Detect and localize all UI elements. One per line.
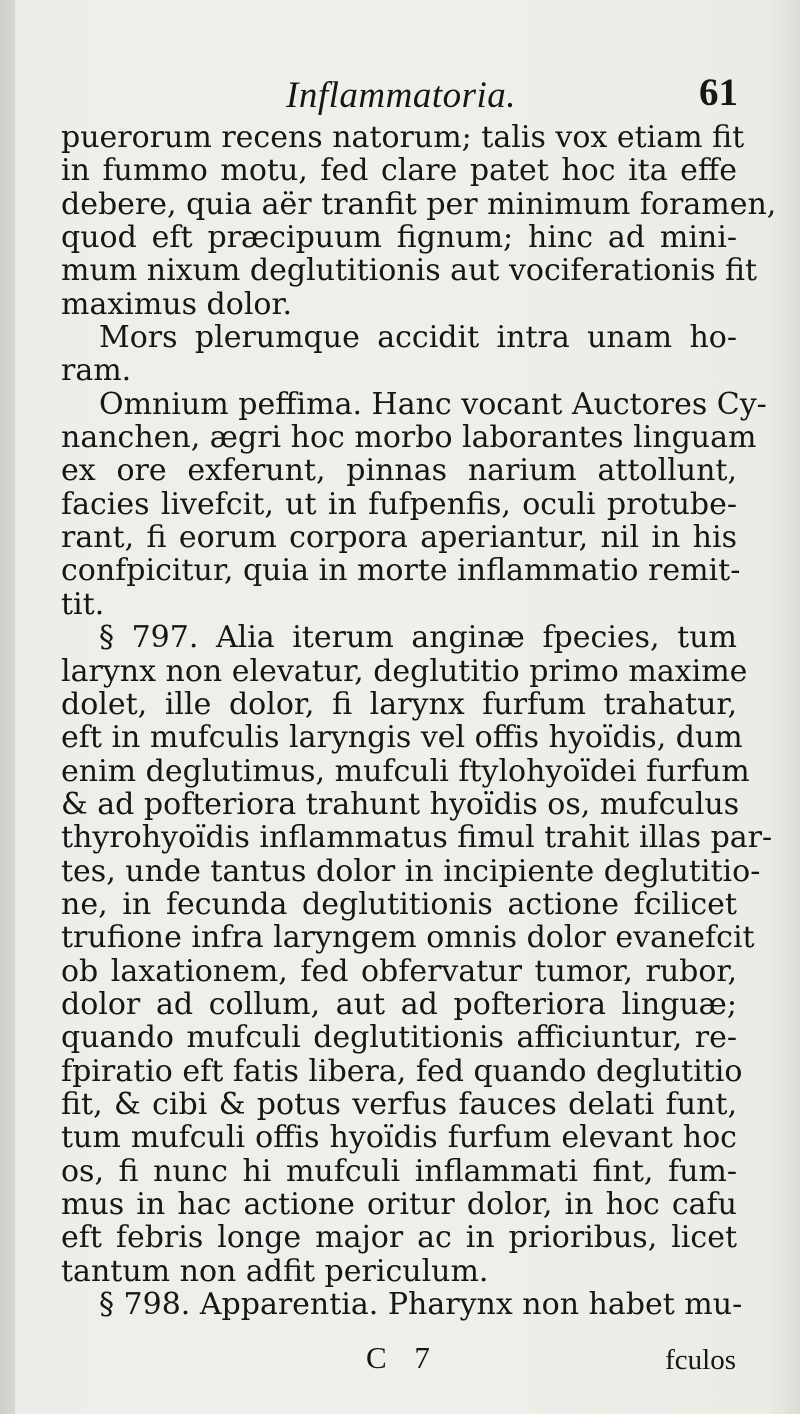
text-line: rant, fi eorum corpora aperiantur, nil in his (61, 520, 737, 556)
text-line: facies livefcit, ut in fufpenfis, oculi protube- (61, 486, 737, 522)
text-line: Mors plerumque accidit intra unam ho- (99, 320, 737, 356)
text-line: mum nixum deglutitionis aut vociferationis fit (61, 253, 758, 289)
text-line: dolor ad collum, aut ad pofteriora linguæ; (61, 986, 737, 1022)
page-header (58, 58, 738, 118)
text-line: & ad pofteriora trahunt hyoïdis os, mufculus (61, 786, 740, 822)
text-line: tes, unde tantus dolor in incipiente deglutitio- (61, 853, 761, 889)
running-head: Inflammatoria. (286, 75, 517, 116)
text-line: mus in hac actione oritur dolor, in hoc cafu (61, 1187, 737, 1222)
text-line: ne, in fecunda deglutitionis actione fcilicet (61, 886, 737, 922)
text-line: § 798. Apparentia. Pharynx non habet mu- (99, 1287, 743, 1323)
body-text (61, 120, 777, 1323)
text-line: tit. (61, 586, 105, 622)
signature-mark: C 7 (366, 1340, 440, 1375)
text-line: ob laxationem, fed obfervatur tumor, rubor, (61, 953, 737, 989)
text-line: enim deglutimus, mufculi ftylohyoïdei furfum (61, 753, 750, 789)
text-line: os, fi nunc hi mufculi inflammati fint, fum- (61, 1153, 737, 1189)
text-line: eft febris longe major ac in prioribus, licet (61, 1220, 737, 1256)
text-line: ex ore exferunt, pinnas narium attollunt, (61, 453, 737, 489)
text-line: § 797. Alia iterum anginæ fpecies, tum (99, 620, 737, 656)
text-line: quod eft præcipuum fignum; hinc ad mini- (61, 220, 737, 256)
text-line: debere, quia aër tranfit per minimum foramen, (61, 186, 777, 222)
text-line: confpicitur, quia in morte inflammatio remit- (61, 553, 741, 589)
text-line: thyrohyoïdis inflammatus fimul trahit illas par- (61, 820, 773, 856)
text-line: larynx non elevatur, deglutitio primo maxime (61, 653, 748, 689)
text-line: fpiratio eft fatis libera, fed quando deglutitio (61, 1053, 743, 1089)
text-line: fit, & cibi & potus verfus fauces delati funt, (61, 1086, 737, 1122)
text-line: in fummo motu, fed clare patet hoc ita effe (61, 153, 737, 189)
page-number: 61 (699, 71, 738, 114)
text-line: trufione infra laryngem omnis dolor evanefcit (61, 920, 755, 956)
page-footer (0, 1338, 800, 1398)
text-line: maximus dolor. (61, 286, 293, 322)
text-line: ram. (61, 353, 132, 389)
text-line: dolet, ille dolor, fi larynx furfum trahatur, (61, 686, 737, 722)
page-gutter-shadow (0, 0, 15, 1414)
text-line: tantum non adfit periculum. (61, 1253, 489, 1289)
text-line: puerorum recens natorum; talis vox etiam fit (61, 120, 745, 155)
text-line: eft in mufculis laryngis vel offis hyoïdis, dum (61, 720, 743, 756)
text-line: tum mufculi offis hyoïdis furfum elevant hoc (61, 1120, 737, 1156)
text-line: Omnium peffima. Hanc vocant Auctores Cy- (99, 386, 767, 422)
text-line: quando mufculi deglutitionis afficiuntur, re- (61, 1020, 737, 1056)
catchword: fculos (665, 1344, 736, 1376)
text-line: nanchen, ægri hoc morbo laborantes linguam (61, 420, 757, 456)
